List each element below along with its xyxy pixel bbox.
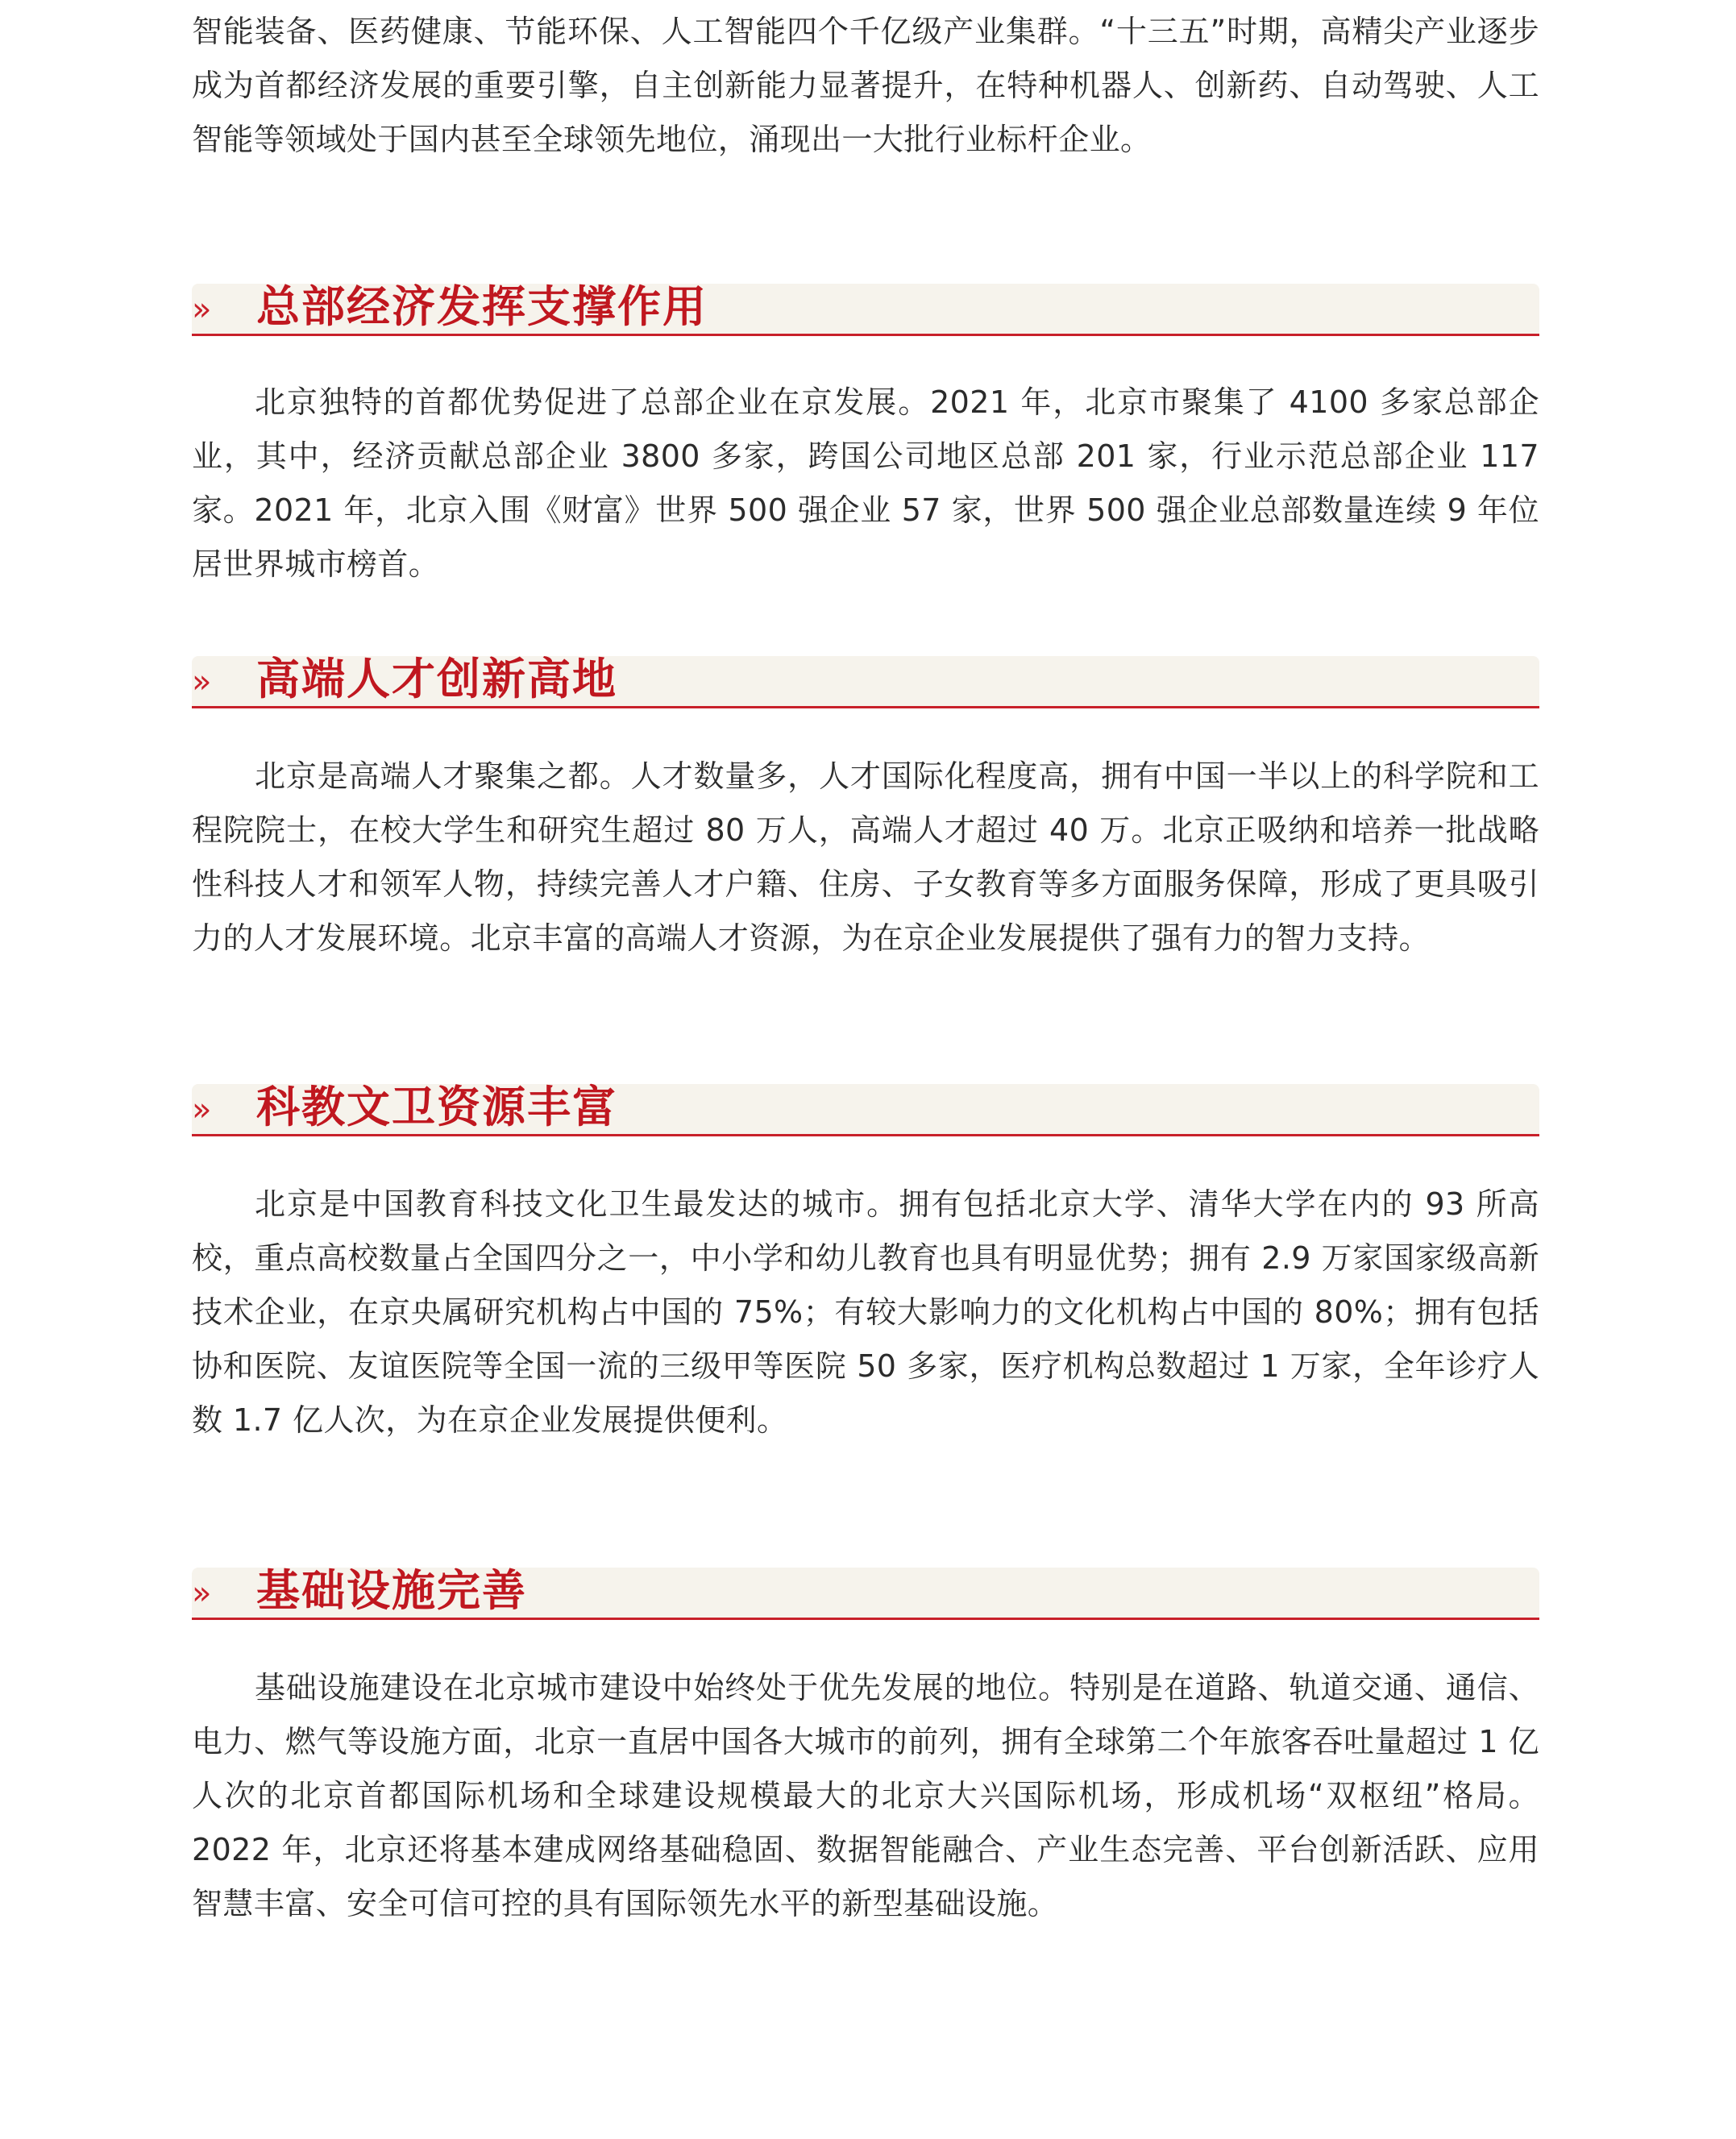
section-title: 高端人才创新高地 — [256, 653, 617, 704]
double-chevron-right-icon: » — [192, 1091, 212, 1128]
section-title: 科教文卫资源丰富 — [256, 1081, 617, 1132]
intro-paragraph: 智能装备、医药健康、节能环保、人工智能四个千亿级产业集群。“十三五”时期，高精尖产业逐步成为首都经济发展的重要引擎，自主创新能力显著提升，在特种机器人、创新药、自动驾驶、人工智能等领域处于国内甚至全球领先地位，涌现出一大批行业标杆企业。 — [192, 14, 1539, 157]
double-chevron-right-icon: » — [192, 291, 212, 328]
section-title: 基础设施完善 — [256, 1564, 527, 1616]
section-title: 总部经济发挥支撑作用 — [256, 280, 708, 332]
section-paragraph-science-education: 北京是中国教育科技文化卫生最发达的城市。拥有包括北京大学、清华大学在内的 93 所高校，重点高校数量占全国四分之一，中小学和幼儿教育也具有明显优势；拥有 2.9 万家国家级高新技术企业，在京央属研究机构占中国的 75%；有较大影响力的文化机构占中国的 80%；拥有包括协和医院、友谊医院等全国一流的三级甲等医院 50 多家，医疗机构总数超过 1 万家，全年诊疗人数 1.7 亿人次，为在京企业发展提供便利。 — [192, 1186, 1539, 1438]
section-heading-infrastructure — [192, 1564, 1539, 1620]
double-chevron-right-icon: » — [192, 663, 212, 700]
section-paragraph-talent: 北京是高端人才聚集之都。人才数量多，人才国际化程度高，拥有中国一半以上的科学院和工程院院士，在校大学生和研究生超过 80 万人，高端人才超过 40 万。北京正吸纳和培养一批战略性科技人才和领军人物，持续完善人才户籍、住房、子女教育等多方面服务保障，形成了更具吸引力的人才发展环境。北京丰富的高端人才资源，为在京企业发展提供了强有力的智力支持。 — [192, 758, 1539, 956]
double-chevron-right-icon: » — [192, 1575, 212, 1612]
section-paragraph-infrastructure: 基础设施建设在北京城市建设中始终处于优先发展的地位。特别是在道路、轨道交通、通信、电力、燃气等设施方面，北京一直居中国各大城市的前列，拥有全球第二个年旅客吞吐量超过 1 亿人次的北京首都国际机场和全球建设规模最大的北京大兴国际机场，形成机场“双枢纽”格局。2022 年，北京还将基本建成网络基础稳固、数据智能融合、产业生态完善、平台创新活跃、应用智慧丰富、安全可信可控的具有国际领先水平的新型基础设施。 — [192, 1670, 1539, 1921]
section-heading-science-education — [192, 1081, 1539, 1136]
section-paragraph-headquarters-economy: 北京独特的首都优势促进了总部企业在京发展。2021 年，北京市聚集了 4100 多家总部企业，其中，经济贡献总部企业 3800 多家，跨国公司地区总部 201 家，行业示范总部企业 117 家。2021 年，北京入围《财富》世界 500 强企业 57 家，世界 500 强企业总部数量连续 9 年位居世界城市榜首。 — [192, 384, 1539, 582]
section-heading-headquarters-economy — [192, 280, 1539, 336]
section-heading-talent — [192, 653, 1539, 708]
